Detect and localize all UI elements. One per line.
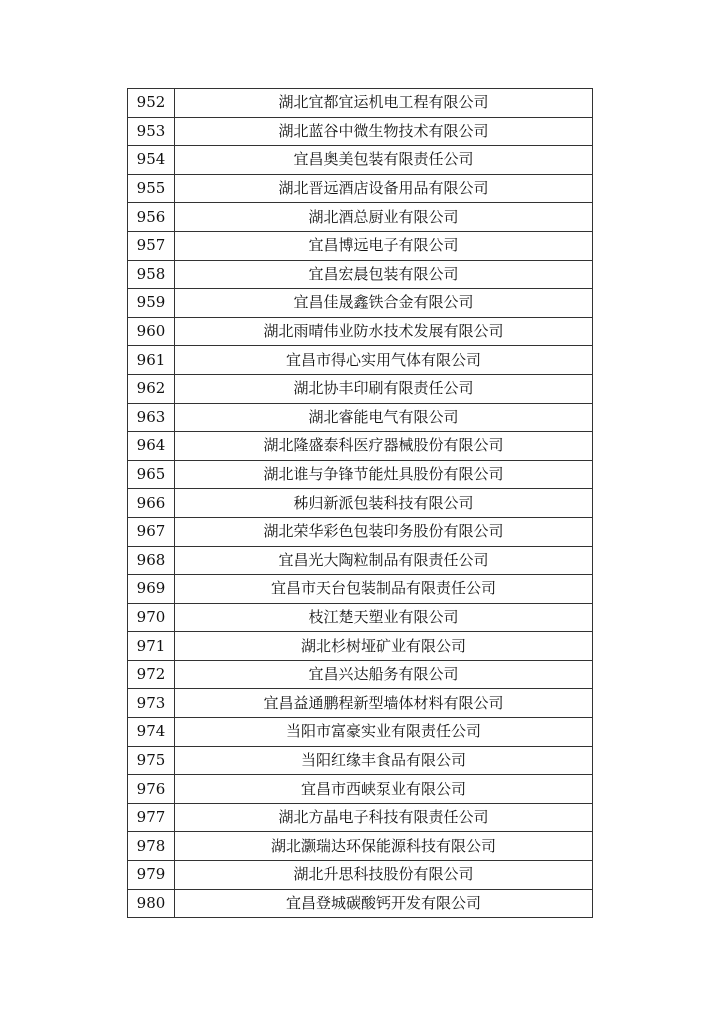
company-name: 宜昌宏晨包装有限公司 [175, 260, 593, 289]
row-number: 970 [128, 603, 175, 632]
row-number: 960 [128, 317, 175, 346]
row-number: 957 [128, 231, 175, 260]
row-number: 972 [128, 660, 175, 689]
row-number: 979 [128, 861, 175, 890]
table-row [128, 203, 593, 232]
company-name: 湖北杉树垭矿业有限公司 [175, 632, 593, 661]
row-number: 955 [128, 174, 175, 203]
row-number: 978 [128, 832, 175, 861]
row-number: 965 [128, 460, 175, 489]
table-row [128, 746, 593, 775]
row-number: 954 [128, 146, 175, 175]
row-number: 963 [128, 403, 175, 432]
row-number: 953 [128, 117, 175, 146]
table-row [128, 117, 593, 146]
row-number: 959 [128, 289, 175, 318]
company-name: 宜昌佳晟鑫铁合金有限公司 [175, 289, 593, 318]
row-number: 976 [128, 775, 175, 804]
table-row [128, 317, 593, 346]
company-name: 当阳市富豪实业有限责任公司 [175, 718, 593, 747]
table-row [128, 603, 593, 632]
company-name: 宜昌兴达船务有限公司 [175, 660, 593, 689]
table-row [128, 374, 593, 403]
row-number: 966 [128, 489, 175, 518]
table-row [128, 89, 593, 118]
company-name: 湖北宜都宜运机电工程有限公司 [175, 89, 593, 118]
table-row [128, 546, 593, 575]
table-row [128, 832, 593, 861]
company-name: 宜昌奥美包装有限责任公司 [175, 146, 593, 175]
company-name: 湖北隆盛泰科医疗器械股份有限公司 [175, 432, 593, 461]
company-name: 宜昌益通鹏程新型墙体材料有限公司 [175, 689, 593, 718]
company-name: 湖北灏瑞达环保能源科技有限公司 [175, 832, 593, 861]
row-number: 977 [128, 803, 175, 832]
company-name: 枝江楚天塑业有限公司 [175, 603, 593, 632]
row-number: 980 [128, 889, 175, 918]
table-row [128, 174, 593, 203]
row-number: 975 [128, 746, 175, 775]
row-number: 969 [128, 575, 175, 604]
table-row [128, 260, 593, 289]
row-number: 968 [128, 546, 175, 575]
company-name: 宜昌博远电子有限公司 [175, 231, 593, 260]
row-number: 964 [128, 432, 175, 461]
company-name: 湖北睿能电气有限公司 [175, 403, 593, 432]
table-body [128, 89, 593, 918]
company-name: 宜昌市天台包装制品有限责任公司 [175, 575, 593, 604]
row-number: 956 [128, 203, 175, 232]
row-number: 962 [128, 374, 175, 403]
company-name: 宜昌登城碳酸钙开发有限公司 [175, 889, 593, 918]
table-row [128, 460, 593, 489]
table-row [128, 346, 593, 375]
company-name: 湖北晋远酒店设备用品有限公司 [175, 174, 593, 203]
table-row [128, 432, 593, 461]
row-number: 974 [128, 718, 175, 747]
table-row [128, 889, 593, 918]
company-list-table-wrapper [127, 88, 593, 918]
table-row [128, 803, 593, 832]
table-row [128, 775, 593, 804]
table-row [128, 403, 593, 432]
table-row [128, 289, 593, 318]
table-row [128, 632, 593, 661]
company-list-table [127, 88, 593, 918]
table-row [128, 660, 593, 689]
company-name: 湖北酒总厨业有限公司 [175, 203, 593, 232]
company-name: 宜昌市西峡泵业有限公司 [175, 775, 593, 804]
row-number: 967 [128, 517, 175, 546]
company-name: 湖北蓝谷中微生物技术有限公司 [175, 117, 593, 146]
table-row [128, 146, 593, 175]
company-name: 湖北协丰印刷有限责任公司 [175, 374, 593, 403]
row-number: 971 [128, 632, 175, 661]
company-name: 秭归新派包装科技有限公司 [175, 489, 593, 518]
table-row [128, 231, 593, 260]
row-number: 952 [128, 89, 175, 118]
table-row [128, 575, 593, 604]
table-row [128, 718, 593, 747]
company-name: 当阳红缘丰食品有限公司 [175, 746, 593, 775]
company-name: 宜昌市得心实用气体有限公司 [175, 346, 593, 375]
company-name: 宜昌光大陶粒制品有限责任公司 [175, 546, 593, 575]
table-row [128, 861, 593, 890]
row-number: 961 [128, 346, 175, 375]
company-name: 湖北谁与争锋节能灶具股份有限公司 [175, 460, 593, 489]
company-name: 湖北方晶电子科技有限责任公司 [175, 803, 593, 832]
table-row [128, 489, 593, 518]
company-name: 湖北荣华彩色包装印务股份有限公司 [175, 517, 593, 546]
table-row [128, 517, 593, 546]
row-number: 958 [128, 260, 175, 289]
company-name: 湖北升思科技股份有限公司 [175, 861, 593, 890]
row-number: 973 [128, 689, 175, 718]
company-name: 湖北雨晴伟业防水技术发展有限公司 [175, 317, 593, 346]
table-row [128, 689, 593, 718]
